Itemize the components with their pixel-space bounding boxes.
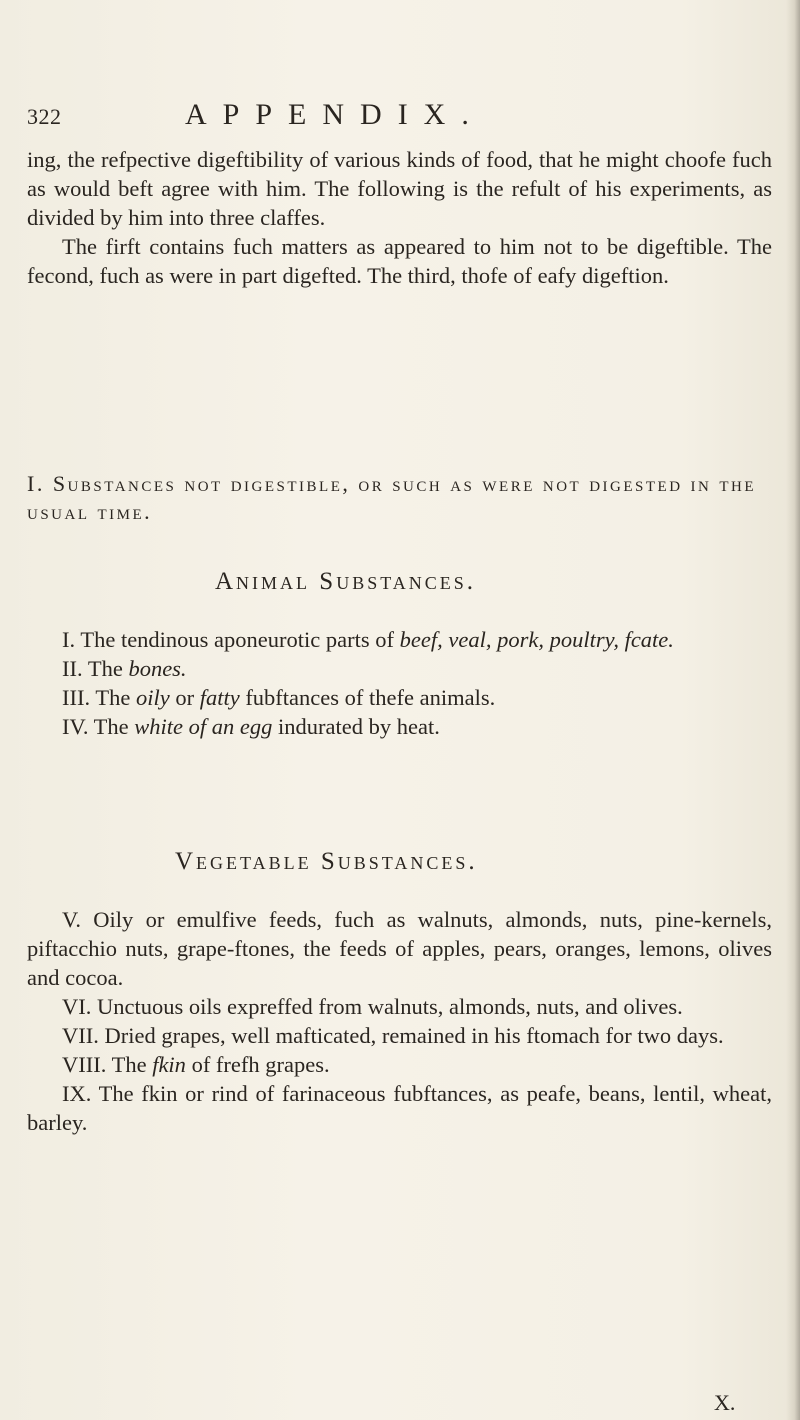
vegetable-substances-heading: Vegetable Substances.	[175, 848, 478, 875]
list-item: VIII. The fkin of frefh grapes.	[62, 1052, 330, 1077]
section-heading: I. Substances not digestible, or such as were not digested in the usual time.	[27, 471, 757, 524]
list-item: III. The oily or fatty fubftances of thefe animals.	[62, 685, 496, 710]
catchword: X.	[714, 1390, 736, 1415]
running-head-title: APPENDIX.	[185, 98, 485, 131]
list-item: V. Oily or emulfive feeds, fuch as walnuts, almonds, nuts, pine-kernels, piftacchio nuts, grape-ftones, the feeds of apples, pears, oranges, lemons, olives and cocoa.	[27, 907, 772, 990]
intro-paragraph-1: ing, the refpective digeftibility of various kinds of food, that he might choofe fuch as would beft agree with him. The following is the refult of his experiments, as divided by him into three claffes.	[27, 147, 772, 230]
intro-paragraph-2: The firft contains fuch matters as appeared to him not to be digeftible. The fecond, fuch as were in part digefted. The third, thofe of eafy digeftion.	[27, 234, 772, 288]
list-item: I. The tendinous aponeurotic parts of beef, veal, pork, poultry, fcate.	[62, 627, 674, 652]
section-heading-block	[27, 470, 772, 526]
list-item: IV. The white of an egg indurated by heat.	[62, 714, 440, 739]
page-number: 322	[27, 104, 62, 129]
animal-items	[27, 625, 772, 741]
animal-substances-heading: Animal Substances.	[215, 568, 477, 595]
list-item: VII. Dried grapes, well mafticated, remained in his ftomach for two days.	[62, 1023, 724, 1048]
list-item: II. The bones.	[62, 656, 187, 681]
intro-text	[27, 145, 772, 290]
vegetable-items	[27, 905, 772, 1137]
list-item: IX. The fkin or rind of farinaceous fubftances, as peafe, beans, lentil, wheat, barley.	[27, 1081, 772, 1135]
page-edge-shadow	[786, 0, 800, 1420]
running-head	[27, 98, 767, 132]
list-item: VI. Unctuous oils expreffed from walnuts, almonds, nuts, and olives.	[62, 994, 683, 1019]
